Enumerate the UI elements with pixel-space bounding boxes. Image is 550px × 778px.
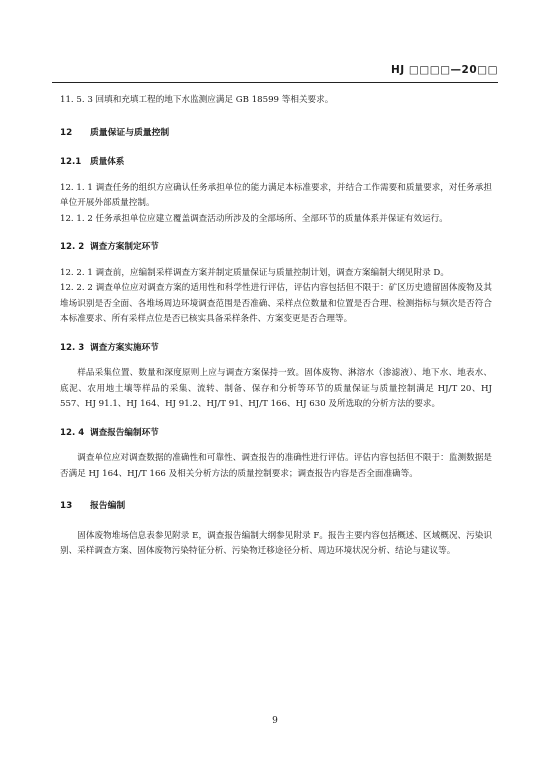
section-title: 报告编制 — [90, 501, 126, 511]
clause-number: 11. 5. 3 — [60, 95, 93, 105]
clause-12-1-2 — [60, 212, 492, 228]
section-number: 12 — [60, 127, 73, 138]
section-title: 调查报告编制环节 — [90, 427, 159, 438]
page-number: 9 — [272, 716, 278, 726]
standard-code-header: HJ □□□□—20□□ — [391, 64, 498, 76]
clause-number: 12. 1. 2 — [60, 213, 93, 224]
section-12-1-heading — [60, 155, 492, 171]
clause-11-5-3 — [60, 93, 492, 109]
clause-text: 回填和充填工程的地下水监测应满足 GB 18599 等相关要求。 — [95, 95, 334, 105]
section-12-3-heading — [60, 341, 492, 357]
section-number: 12. 3 — [60, 342, 85, 353]
section-title: 质量体系 — [90, 157, 125, 167]
clause-12-2-1 — [60, 266, 492, 282]
section-number: 13 — [60, 501, 73, 511]
clause-number: 12. 2. 2 — [60, 283, 93, 293]
paragraph-12-3: 样品采集位置、数量和深度原则上应与调查方案保持一致。固体废物、淋溶水（渗滤液）、地下水、地表水、底泥、农用地土壤等样品的采集、流转、制备、保存和分析等环节的质量保证与质量控制满足 HJ/T 20、HJ 557、HJ 91.1、HJ 164、HJ 91.2、HJ/T 91、HJ/T 166、HJ 630 及所选取的分析方法的要求。 — [60, 368, 492, 409]
clause-12-2-2 — [60, 281, 492, 328]
page-content — [60, 93, 492, 560]
section-number: 12. 4 — [60, 427, 85, 438]
clause-text: 调查任务的组织方应确认任务承担单位的能力满足本标准要求，并结合工作需要和质量要求，对任务承担单位开展外部质量控制。 — [60, 182, 492, 208]
section-12-4-heading — [60, 426, 492, 442]
clause-number: 12. 1. 1 — [60, 182, 93, 193]
section-12-heading — [60, 126, 492, 142]
header-rule — [52, 82, 498, 83]
clause-number: 12. 2. 1 — [60, 267, 93, 278]
section-number: 12. 2 — [60, 242, 85, 252]
clause-12-1-1 — [60, 181, 492, 212]
section-title: 质量保证与质量控制 — [90, 127, 170, 138]
clause-text: 任务承担单位应建立覆盖调查活动所涉及的全部场所、全部环节的质量体系并保证有效运行。 — [95, 213, 448, 224]
clause-text: 调查单位应对调查方案的适用性和科学性进行评估，评估内容包括但不限于：矿区历史遗留固体废物及其堆场识别是否全面、各堆场周边环境调查范围是否准确、采样点位数量和位置是否合理、检测指标与频次是否符合本标准要求、所有采样点位是否已核实具备采样条件、方案变更是否合理等。 — [60, 283, 492, 324]
paragraph-13: 固体废物堆场信息表参见附录 E，调查报告编制大纲参见附录 F。报告主要内容包括概述、区域概况、污染识别、采样调查方案、固体废物污染特征分析、污染物迁移途径分析、周边环境状况分析、结论与建议等。 — [60, 530, 492, 556]
section-title: 调查方案制定环节 — [90, 242, 159, 252]
paragraph-12-4: 调查单位应对调查数据的准确性和可靠性、调查报告的准确性进行评估。评估内容包括但不限于：监测数据是否满足 HJ 164、HJ/T 166 及相关分析方法的质量控制要求；调查报告内容是否全面准确等。 — [60, 453, 492, 479]
clause-text: 调查前，应编制采样调查方案并制定质量保证与质量控制计划，调查方案编制大纲见附录 D。 — [95, 267, 449, 278]
section-13-heading — [60, 499, 492, 515]
section-title: 调查方案实施环节 — [90, 342, 159, 353]
section-number: 12.1 — [60, 157, 82, 167]
section-12-2-heading — [60, 240, 492, 256]
